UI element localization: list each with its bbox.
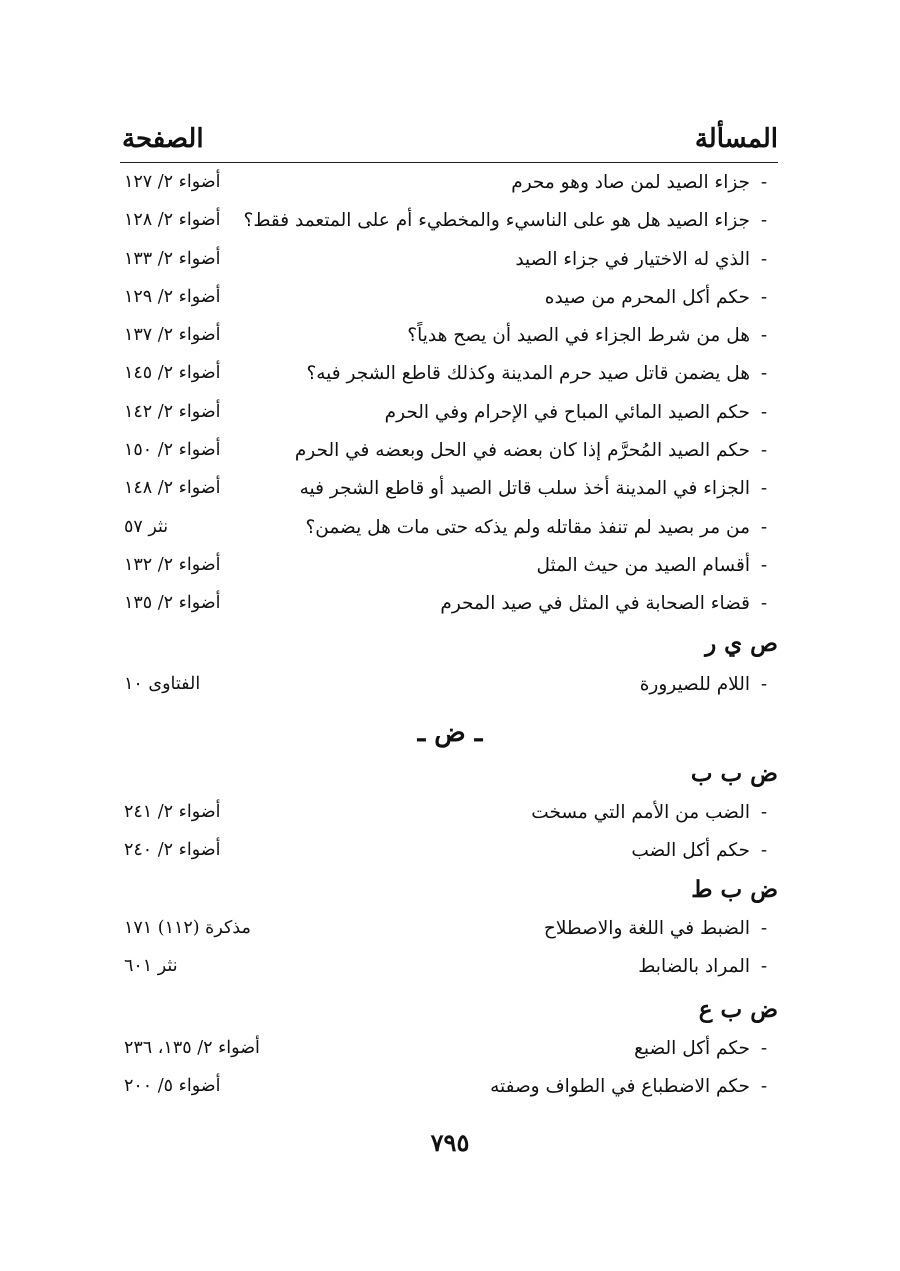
entry-list-dbb bbox=[120, 798, 778, 875]
list-item bbox=[120, 474, 778, 512]
entry-page-ref: أضواء ٢/ ١٣٥ bbox=[124, 593, 221, 614]
list-item bbox=[120, 674, 778, 710]
list-item bbox=[120, 206, 778, 244]
entry-page-ref: أضواء ٢/ ١٣٣ bbox=[124, 248, 221, 269]
entry-question: -حكم الصيد المائي المباح في الإحرام وفي الحرم bbox=[384, 401, 768, 423]
entry-page-ref: أضواء ٢/ ١٢٨ bbox=[124, 210, 221, 231]
entry-page-ref: الفتاوى ١٠ bbox=[124, 674, 201, 694]
entry-question: -حكم أكل المحرم من صيده bbox=[544, 286, 768, 308]
root-heading-syr: ص ي ر bbox=[705, 630, 778, 657]
entry-page-ref: أضواء ٢/ ١٤٢ bbox=[124, 401, 221, 422]
entry-question: -جزاء الصيد هل هو على الناسيء والمخطيء أم على المتعمد فقط؟ bbox=[243, 210, 768, 232]
entry-page-ref: نثر ٥٧ bbox=[124, 516, 169, 537]
entry-question: -أقسام الصيد من حيث المثل bbox=[536, 554, 768, 576]
entry-page-ref: أضواء ٢/ ٢٤١ bbox=[124, 802, 221, 822]
entry-page-ref: أضواء ٢/ ١٣٥، ٢٣٦ bbox=[124, 1038, 260, 1058]
entry-page-ref: أضواء ٢/ ١٢٩ bbox=[124, 286, 221, 307]
entry-question: -اللام للصيرورة bbox=[639, 674, 768, 695]
entry-page-ref: نثر ٦٠١ bbox=[124, 956, 178, 977]
entry-question: -حكم الصيد المُحرَّم إذا كان بعضه في الحل وبعضه في الحرم bbox=[294, 440, 768, 462]
entry-question: -جزاء الصيد لمن صاد وهو محرم bbox=[511, 172, 768, 193]
entry-page-ref: أضواء ٥/ ٢٠٠ bbox=[124, 1076, 221, 1097]
entry-question: -حكم الاضطباع في الطواف وصفته bbox=[490, 1076, 768, 1098]
header-question: المسألة bbox=[694, 124, 778, 154]
entry-question: -حكم أكل الضب bbox=[631, 840, 768, 862]
list-item bbox=[120, 589, 778, 627]
list-item bbox=[120, 1034, 778, 1072]
list-item bbox=[120, 914, 778, 952]
list-item bbox=[120, 836, 778, 874]
list-item bbox=[120, 283, 778, 321]
list-item bbox=[120, 168, 778, 206]
entry-page-ref: أضواء ٢/ ١٣٢ bbox=[124, 554, 221, 575]
list-item bbox=[120, 798, 778, 836]
entry-page-ref: أضواء ٢/ ٢٤٠ bbox=[124, 840, 221, 861]
entry-page-ref: أضواء ٢/ ١٤٨ bbox=[124, 478, 221, 499]
list-item bbox=[120, 245, 778, 283]
table-header bbox=[120, 122, 778, 163]
entry-page-ref: أضواء ٢/ ١٣٧ bbox=[124, 325, 221, 346]
header-page: الصفحة bbox=[122, 124, 204, 154]
entry-question: -هل يضمن قاتل صيد حرم المدينة وكذلك قاطع الشجر فيه؟ bbox=[306, 363, 768, 385]
entry-question: -المراد بالضابط bbox=[638, 956, 768, 978]
root-heading-dbe: ض ب ع bbox=[698, 996, 778, 1023]
entry-page-ref: أضواء ٢/ ١٥٠ bbox=[124, 440, 221, 461]
entry-list-syd bbox=[120, 168, 778, 628]
entry-question: -من مر بصيد لم تنفذ مقاتله ولم يذكه حتى مات هل يضمن؟ bbox=[305, 516, 768, 538]
list-item bbox=[120, 398, 778, 436]
entry-question: -الجزاء في المدينة أخذ سلب قاتل الصيد أو قاطع الشجر فيه bbox=[299, 478, 768, 500]
root-heading-dbb: ض ب ب bbox=[690, 760, 778, 787]
list-item bbox=[120, 321, 778, 359]
entry-question: -حكم أكل الضبع bbox=[634, 1038, 768, 1059]
entry-question: -قضاء الصحابة في المثل في صيد المحرم bbox=[440, 593, 768, 615]
entry-list-dbe bbox=[120, 1034, 778, 1111]
list-item bbox=[120, 1072, 778, 1110]
page-number: ٧٩٥ bbox=[430, 1128, 470, 1157]
letter-heading: ـ ض ـ bbox=[417, 718, 483, 748]
entry-list-dbt bbox=[120, 914, 778, 991]
entry-page-ref: أضواء ٢/ ١٢٧ bbox=[124, 172, 221, 192]
list-item bbox=[120, 513, 778, 551]
entry-question: -الذي له الاختيار في جزاء الصيد bbox=[515, 248, 768, 270]
entry-question: -الضب من الأمم التي مسخت bbox=[531, 802, 768, 823]
list-item bbox=[120, 551, 778, 589]
entry-question: -هل من شرط الجزاء في الصيد أن يصح هدياً؟ bbox=[407, 325, 768, 347]
list-item bbox=[120, 952, 778, 990]
entry-page-ref: مذكرة (١١٢) ١٧١ bbox=[124, 918, 251, 938]
entry-page-ref: أضواء ٢/ ١٤٥ bbox=[124, 363, 221, 384]
entry-question: -الضبط في اللغة والاصطلاح bbox=[543, 918, 768, 939]
list-item bbox=[120, 436, 778, 474]
root-heading-dbt: ض ب ط bbox=[691, 876, 778, 903]
list-item bbox=[120, 359, 778, 397]
